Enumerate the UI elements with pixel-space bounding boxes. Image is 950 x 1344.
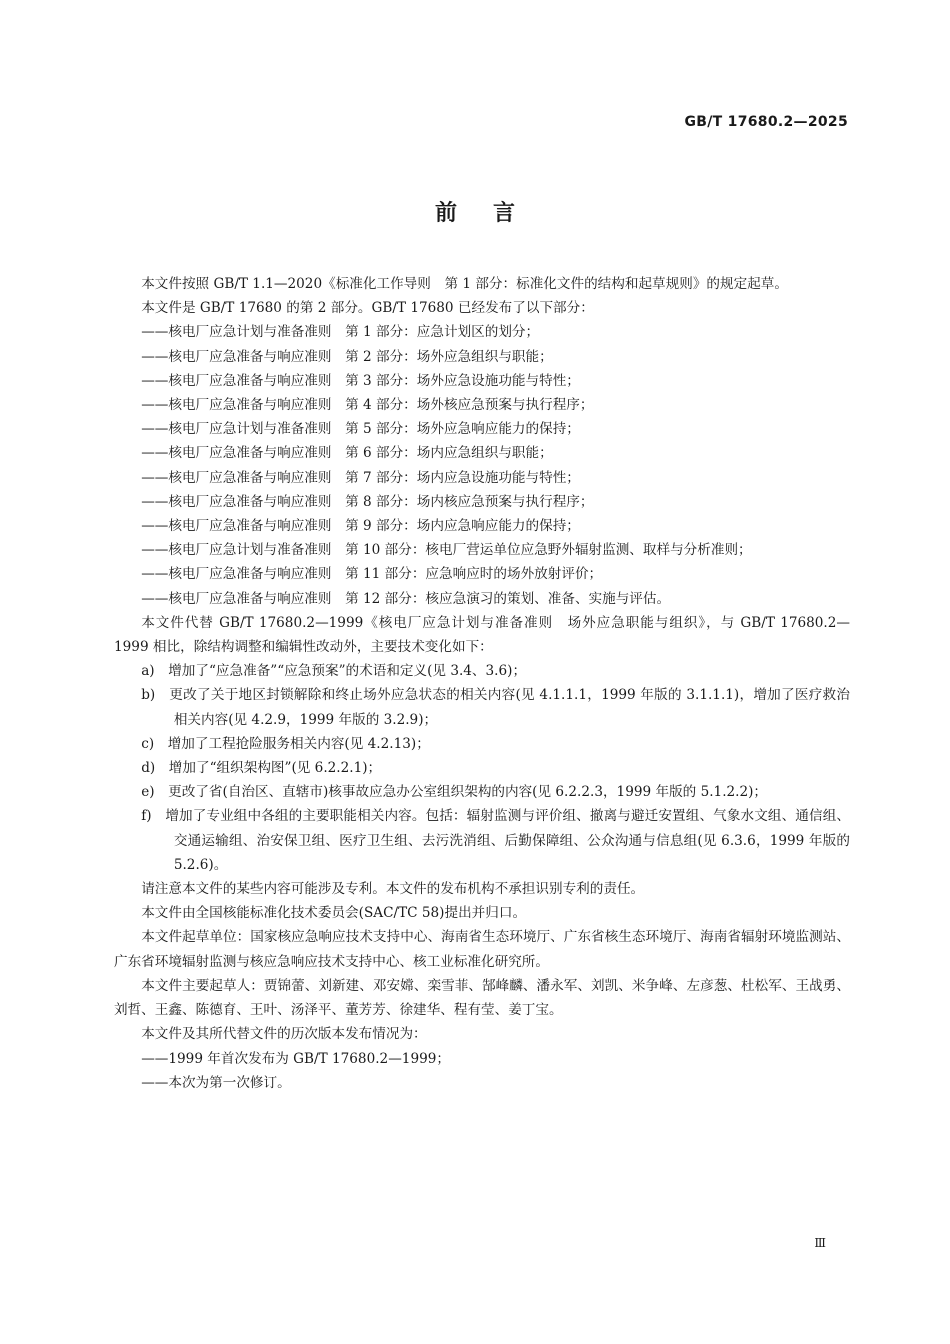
drafting-units-paragraph: 本文件起草单位：国家核应急响应技术支持中心、海南省生态环境厅、广东省核生态环境厅、海南省辐射环境监测站、广东省环境辐射监测与核应急响应技术支持中心、核工业标准化研究所。 (114, 929, 850, 970)
part-list-item: ——核电厂应急计划与准备准则 第 1 部分：应急计划区的划分； (141, 324, 540, 341)
replaces-paragraph: 本文件代替 GB/T 17680.2—1999《核电厂应急计划与准备准则 场外应急职能与组织》，与 GB/T 17680.2—1999 相比，除结构调整和编辑性改动外，主要技术变化如下： (114, 614, 850, 656)
history-item: ——1999 年首次发布为 GB/T 17680.2—1999； (141, 1050, 450, 1067)
part-list-item: ——核电厂应急准备与响应准则 第 6 部分：场内应急组织与职能； (141, 445, 553, 462)
change-item: d) 增加了“组织架构图”(见 6.2.2.1)； (141, 760, 382, 777)
part-list-item: ——核电厂应急计划与准备准则 第 10 部分：核电厂营运单位应急野外辐射监测、取样与分析准则； (141, 542, 752, 559)
part-list-item: ——核电厂应急准备与响应准则 第 8 部分：场内核应急预案与执行程序； (141, 493, 594, 510)
change-item: f) 增加了专业组中各组的主要职能相关内容。包括：辐射监测与评价组、撤离与避迁安置组、气象水文组、通信组、交通运输组、治安保卫组、医疗卫生组、去污洗消组、后勤保障组、公众沟通与信息组(见 6.3.6，1999 年版的 5.2.6)。 (141, 808, 850, 873)
history-item: ——本次为第一次修订。 (141, 1074, 291, 1091)
part-list-item: ——核电厂应急计划与准备准则 第 5 部分：场外应急响应能力的保持； (141, 421, 580, 438)
part-list-item: ——核电厂应急准备与响应准则 第 4 部分：场外核应急预案与执行程序； (141, 397, 594, 414)
patent-notice: 请注意本文件的某些内容可能涉及专利。本文件的发布机构不承担识别专利的责任。 (141, 881, 645, 898)
part-list-item: ——核电厂应急准备与响应准则 第 9 部分：场内应急响应能力的保持； (141, 518, 580, 535)
part-list-item: ——核电厂应急准备与响应准则 第 7 部分：场内应急设施功能与特性； (141, 469, 580, 486)
change-item: c) 增加了工程抢险服务相关内容(见 4.2.13)； (141, 735, 430, 752)
change-item: b) 更改了关于地区封锁解除和终止场外应急状态的相关内容(见 4.1.1.1，1999 年版的 3.1.1.1)，增加了医疗救治相关内容(见 4.2.9，1999 年版的 3.2.9)； (141, 687, 850, 728)
part-list-item: ——核电厂应急准备与响应准则 第 11 部分：应急响应时的场外放射评价； (141, 566, 603, 583)
change-item: a) 增加了“应急准备”“应急预案”的术语和定义(见 3.4、3.6)； (141, 663, 527, 680)
part-list-item: ——核电厂应急准备与响应准则 第 3 部分：场外应急设施功能与特性； (141, 372, 580, 389)
part-list-item: ——核电厂应急准备与响应准则 第 2 部分：场外应急组织与职能； (141, 348, 553, 365)
change-item: e) 更改了省(自治区、直辖市)核事故应急办公室组织架构的内容(见 6.2.2.3，1999 年版的 5.1.2.2)； (141, 784, 768, 801)
page-title: 前言 (434, 201, 551, 226)
document-body (114, 272, 850, 1095)
history-intro: 本文件及其所代替文件的历次版本发布情况为： (141, 1026, 427, 1043)
committee-paragraph: 本文件由全国核能标准化技术委员会(SAC/TC 58)提出并归口。 (141, 905, 527, 922)
part-list-item: ——核电厂应急准备与响应准则 第 12 部分：核应急演习的策划、准备、实施与评估。 (141, 590, 671, 607)
intro-paragraph: 本文件按照 GB/T 1.1—2020《标准化工作导则 第 1 部分：标准化文件的结构和起草规则》的规定起草。 (141, 276, 788, 292)
standard-code: GB/T 17680.2—2025 (684, 114, 848, 130)
drafters-paragraph: 本文件主要起草人：贾锦蕾、刘新建、邓安嫦、栾雪菲、郜峰麟、潘永军、刘凯、米争峰、左彦葱、杜松军、王战勇、刘哲、王鑫、陈德育、王叶、汤泽平、董芳芳、徐建华、程有莹、姜丁宝。 (114, 977, 850, 1019)
intro-paragraph: 本文件是 GB/T 17680 的第 2 部分。GB/T 17680 已经发布了以下部分： (141, 300, 594, 317)
page-number: Ⅲ (814, 1236, 826, 1250)
